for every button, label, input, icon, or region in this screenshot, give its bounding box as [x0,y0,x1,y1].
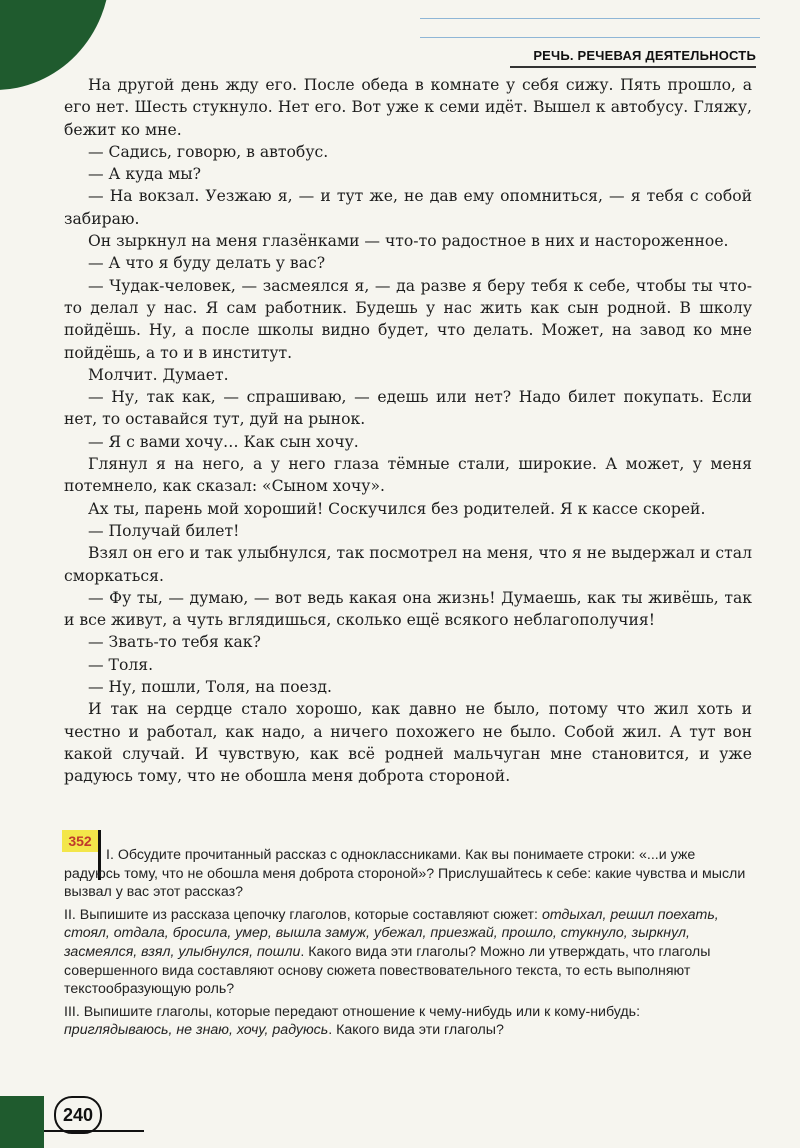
story-paragraph: — Толя. [88,655,154,674]
task-part-2-intro: II. Выпишите из рассказа цепочку глаголов, которые составляют сюжет: [64,906,542,923]
story-paragraph: — Чудак-человек, — засмеялся я, — да разве я беру тебя к себе, чтобы ты что-то делал у нас. Я сам работник. Будешь у нас жить как сын родной. В школу пойдёшь. Ну, а после школы видно будет, что делать. Может, на завод ко мне пойдёшь, а то и в институт. [64,276,752,362]
task-number-badge: 352 [62,830,98,852]
story-paragraph: — Фу ты, — думаю, — вот ведь какая она жизнь! Думаешь, как ты живёшь, так и все живут, а чуть вглядишься, сколько ещё всякого неблагополучия! [64,588,752,630]
footer-rule [44,1130,144,1132]
task-part-2 [64,906,752,999]
story-paragraph: Ах ты, парень мой хороший! Соскучился без родителей. Я к кассе скорей. [88,499,706,518]
story-paragraph: Глянул я на него, а у него глаза тёмные стали, широкие. А может, у меня потемнело, как сказал: «Сыном хочу». [64,455,752,496]
story-paragraph: — Я с вами хочу… Как сын хочу. [88,432,359,451]
story-paragraph: — Звать-то тебя как? [88,633,261,652]
story-paragraph: — Ну, так как, — спрашиваю, — едешь или нет? Надо билет покупать. Если нет, то оставайся тут, дуй на рынок. [64,388,752,429]
task-part-3-intro: III. Выпишите глаголы, которые передают отношение к чему-нибудь или к кому-нибудь: [64,1003,641,1020]
section-title: РЕЧЬ. РЕЧЕВАЯ ДЕЯТЕЛЬНОСТЬ [533,48,756,63]
story-text [64,74,752,788]
story-paragraph: На другой день жду его. После обеда в комнате у себя сижу. Пять прошло, а его нет. Шесть стукнуло. Нет его. Вот уже к семи идёт. Вышел к автобусу. Гляжу, бежит ко мне. [64,76,752,139]
header-rule [510,66,756,68]
task-part-3-rest: . Какого вида эти глаголы? [328,1022,504,1039]
task-block [64,846,752,1044]
story-paragraph: И так на сердце стало хорошо, как давно не было, потому что жил хоть и честно и работал, как надо, а ничего похожего не было. Собой жил. А тут вон какой случай. И чувствую, как всё родней мальчуган мне становится, и уже радуюсь тому, что не обошла меня доброта стороной. [64,700,752,786]
story-paragraph: Он зыркнул на меня глазёнками — что-то радостное в них и настороженное. [88,232,729,251]
footer-decoration [0,1096,44,1148]
task-part-2-examples: отдыхал, решил поехать, стоял, отдала, бросила, умер, вышла замуж, убежал, приезжай, прошло, стукнуло, зыркнул, засмеялся, взял, улыбнулся, пошли [64,906,719,960]
page-number: 240 [54,1096,102,1134]
story-paragraph: Взял он его и так улыбнулся, так посмотрел на меня, что я не выдержал и стал сморкаться. [64,544,752,585]
story-paragraph: — Ну, пошли, Толя, на поезд. [88,678,332,697]
story-paragraph: — Получай билет! [88,521,240,540]
story-paragraph: Молчит. Думает. [88,365,229,384]
task-part-1: I. Обсудите прочитанный рассказ с одноклассниками. Как вы понимаете строки: «...и уже радуюсь тому, что не обошла меня доброта стороной»? Прислушайтесь к себе: какие чувства и мысли вызвал у вас этот рассказ? [64,847,746,901]
task-part-2-rest: . Какого вида эти глаголы? Можно ли утверждать, что глаголы совершенного вида составляют основу сюжета повествовательного текста, то есть выполняют текстообразующую роль? [64,943,711,998]
story-paragraph: — А куда мы? [88,165,201,184]
task-part-3-examples: приглядываюсь, не знаю, хочу, радуюсь [64,1022,329,1039]
story-paragraph: — Садись, говорю, в автобус. [88,142,329,161]
task-part-3 [64,1003,752,1040]
story-paragraph: — На вокзал. Уезжаю я, — и тут же, не дав ему опомниться, — я тебя с собой забираю. [64,187,752,228]
story-paragraph: — А что я буду делать у вас? [88,254,326,273]
